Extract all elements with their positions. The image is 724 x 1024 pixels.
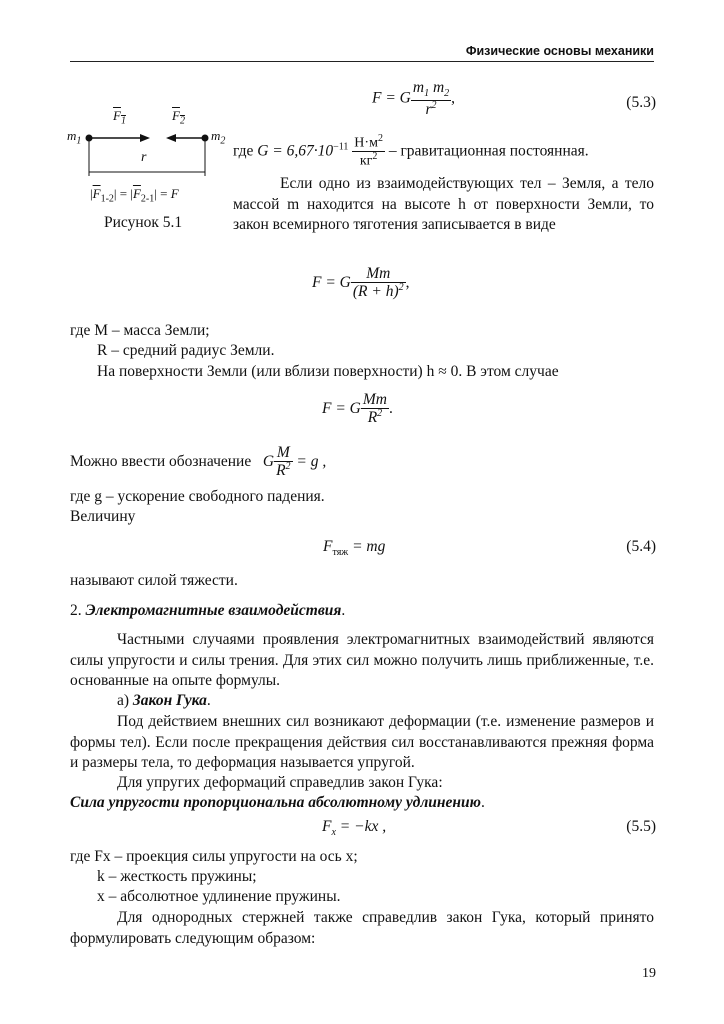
surface-sentence: На поверхности Земли (или вблизи поверхности) h ≈ 0. В этом случае xyxy=(97,363,559,380)
header-rule xyxy=(70,61,654,62)
gravitational-constant-line: где $G = 6,67\cdot 10^{-11}$ $\frac{Н\cdot м^2}{кг^2}$ – гравитационная постоянная. xyxy=(233,133,589,169)
hooke-heading: а) Закон Гука. xyxy=(117,692,211,709)
force-f1-arrowhead xyxy=(140,134,150,142)
label-m2: $m_2$ xyxy=(211,128,226,147)
hooke-law-statement: Сила упругости пропорциональна абсолютному удлинению. xyxy=(70,794,485,811)
definition-g: где g – ускорение свободного падения. xyxy=(70,488,325,505)
notation-line: Можно ввести обозначение G $\frac{M}{R^2}$ = g , xyxy=(70,444,327,480)
paragraph-earth: Если одно из взаимодействующих тел – Земля, а тело массой m находится на высоте h от поверхности Земли, то закон всемирного тяготения записывается в виде xyxy=(233,175,654,233)
force-magnitude-equality: $|\overline{F}_{1-2}| = |\overline{F}_{2-1}| = F$ xyxy=(90,186,179,205)
label-f1: $F_1$ xyxy=(113,108,126,127)
equation-5-4: $F_{тяж}$ = mg xyxy=(323,538,386,559)
definition-M: где M – масса Земли; xyxy=(70,322,210,339)
paragraph-deformation: Под действием внешних сил возникают деформации (т.е. изменение размеров и формы тел). Если после прекращения действия сил восстанавливаются прежняя форма и размеры тела, то деформация называется упругой. xyxy=(70,713,654,771)
velichinu: Величину xyxy=(70,508,136,525)
definition-R: R – средний радиус Земли. xyxy=(97,342,275,359)
equation-earth: F = G $\frac{Mm}{(R + h)^2}$ , xyxy=(312,265,410,301)
definition-Fx: где Fx – проекция силы упругости на ось x; xyxy=(70,848,358,865)
running-header: Физические основы механики xyxy=(465,44,654,58)
equation-number-5-5: (5.5) xyxy=(626,818,656,835)
paragraph-hooke-intro: Для упругих деформаций справедлив закон Гука: xyxy=(117,774,443,791)
equation-5-3: F = G $\frac{m_1 m_2}{r^2}$ , xyxy=(372,79,456,118)
label-r: r xyxy=(141,150,147,165)
definition-x: x – абсолютное удлинение пружины. xyxy=(97,888,341,905)
paragraph-em-forces: Частными случаями проявления электромагнитных взаимодействий являются силы упругости и силы трения. Для этих сил можно получить лишь приближенные, т.е. основанные на опыте формулы. xyxy=(70,631,654,689)
paragraph-rods: Для однородных стержней также справедлив закон Гука, который принято формулировать следующим образом: xyxy=(70,909,654,947)
equation-number-5-3: (5.3) xyxy=(626,94,656,111)
section-2-heading: 2. Электромагнитные взаимодействия. xyxy=(70,602,346,619)
definition-k: k – жесткость пружины; xyxy=(97,868,257,885)
label-m1: $m_1$ xyxy=(67,128,82,147)
gravity-name: называют силой тяжести. xyxy=(70,572,238,589)
force-f2-arrowhead xyxy=(166,134,176,142)
label-f2: $F_2$ xyxy=(172,108,185,127)
equation-number-5-4: (5.4) xyxy=(626,538,656,555)
page-number: 19 xyxy=(642,966,656,981)
equation-surface: F = G $\frac{Mm}{R^2}$ . xyxy=(322,391,393,427)
equation-5-5: $F_x = -kx$ , xyxy=(322,818,387,839)
figure-caption: Рисунок 5.1 xyxy=(104,214,183,231)
